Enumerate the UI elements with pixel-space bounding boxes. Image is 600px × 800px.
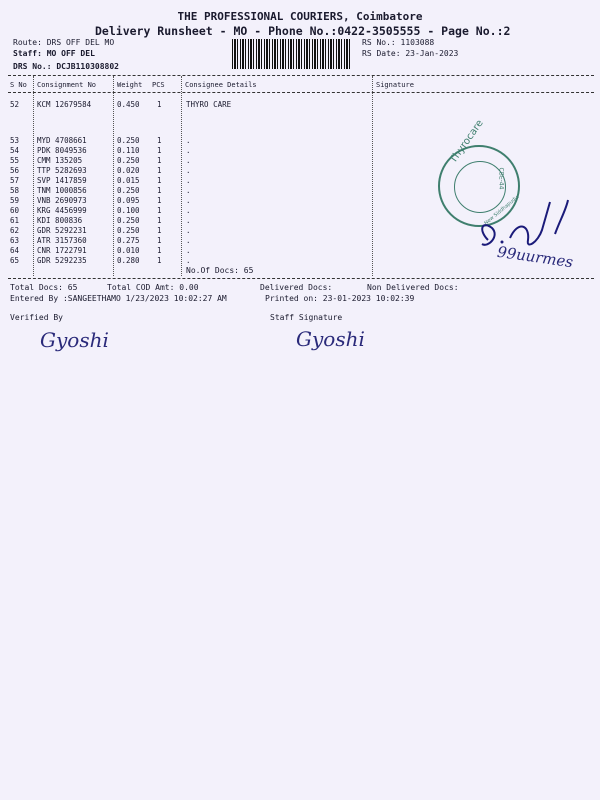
- staff-label: Staff: MO OFF DEL: [13, 49, 95, 58]
- row-consignment: KDI 800836: [37, 216, 83, 225]
- row-consignment: MYD 4708661: [37, 136, 87, 145]
- row-consignee: .: [186, 166, 191, 175]
- row-consignment: PDK 8049536: [37, 146, 87, 155]
- row-consignment: SVP 1417859: [37, 176, 87, 185]
- staff-signature: Gyoshi: [296, 327, 365, 351]
- row-sno: 58: [10, 186, 20, 195]
- row-pcs: 1: [157, 236, 162, 245]
- row-weight: 0.100: [117, 206, 140, 215]
- row-pcs: 1: [157, 136, 162, 145]
- company-title: THE PROFESSIONAL COURIERS, Coimbatore: [177, 10, 423, 23]
- row-pcs: 1: [157, 100, 162, 109]
- row-consignment: GDR 5292235: [37, 256, 87, 265]
- divider-bottom: [8, 278, 594, 279]
- row-consignment: KCM 12679584: [37, 100, 92, 109]
- row-consignee: .: [186, 136, 191, 145]
- col-header-signature: Signature: [376, 81, 414, 89]
- row-consignee: .: [186, 186, 191, 195]
- row-weight: 0.250: [117, 226, 140, 235]
- row-consignment: ATR 3157360: [37, 236, 87, 245]
- col-header-weight: Weight: [117, 81, 143, 89]
- verified-signature: Gyoshi: [40, 328, 109, 352]
- row-consignee: .: [186, 156, 191, 165]
- row-consignment: TTP 5282693: [37, 166, 87, 175]
- row-consignment: CMM 135205: [37, 156, 83, 165]
- barcode: [232, 39, 352, 69]
- row-weight: 0.110: [117, 146, 140, 155]
- row-pcs: 1: [157, 196, 162, 205]
- row-pcs: 1: [157, 216, 162, 225]
- no-of-docs: No.Of Docs: 65: [186, 266, 254, 275]
- row-sno: 61: [10, 216, 20, 225]
- row-consignment: TNM 1000856: [37, 186, 87, 195]
- total-cod-amount: Total COD Amt: 0.00: [107, 283, 199, 292]
- row-sno: 63: [10, 236, 20, 245]
- route-label: Route: DRS OFF DEL MO: [13, 38, 115, 47]
- row-pcs: 1: [157, 186, 162, 195]
- row-pcs: 1: [157, 256, 162, 265]
- row-consignment: KRG 4456999: [37, 206, 87, 215]
- total-docs: Total Docs: 65: [10, 283, 78, 292]
- row-pcs: 1: [157, 146, 162, 155]
- stamp-brand: Thyrocare: [448, 118, 486, 166]
- col-header-pcs: PCS: [152, 81, 165, 89]
- rs-date: RS Date: 23-Jan-2023: [362, 49, 459, 58]
- row-pcs: 1: [157, 156, 162, 165]
- row-weight: 0.250: [117, 156, 140, 165]
- drs-number: DRS No.: DCJB110308802: [13, 62, 119, 71]
- receiver-number: 99uurmes: [496, 242, 575, 272]
- col-separator: [33, 76, 34, 276]
- row-consignment: VNB 2690973: [37, 196, 87, 205]
- row-consignee: .: [186, 196, 191, 205]
- divider-header: [8, 92, 594, 93]
- row-weight: 0.020: [117, 166, 140, 175]
- row-sno: 64: [10, 246, 20, 255]
- row-sno: 65: [10, 256, 20, 265]
- row-sno: 57: [10, 176, 20, 185]
- col-header-sno: S No: [10, 81, 27, 89]
- row-consignee: .: [186, 146, 191, 155]
- row-sno: 62: [10, 226, 20, 235]
- row-weight: 0.095: [117, 196, 140, 205]
- row-sno: 55: [10, 156, 20, 165]
- row-sno: 53: [10, 136, 20, 145]
- row-weight: 0.015: [117, 176, 140, 185]
- row-weight: 0.280: [117, 256, 140, 265]
- delivered-docs: Delivered Docs:: [260, 283, 333, 292]
- row-sno: 60: [10, 206, 20, 215]
- col-separator: [181, 76, 182, 276]
- rs-number: RS No.: 1103088: [362, 38, 435, 47]
- row-sno: 54: [10, 146, 20, 155]
- row-weight: 0.250: [117, 186, 140, 195]
- row-weight: 0.250: [117, 216, 140, 225]
- row-sno: 56: [10, 166, 20, 175]
- stamp-code: CBE-44: [497, 167, 505, 190]
- runsheet-title: Delivery Runsheet - MO - Phone No.:0422-3505555 - Page No.:2: [95, 24, 511, 38]
- row-consignee: .: [186, 206, 191, 215]
- entered-by: Entered By :SANGEETHAMO 1/23/2023 10:02:27 AM: [10, 294, 227, 303]
- row-pcs: 1: [157, 246, 162, 255]
- row-consignee: .: [186, 236, 191, 245]
- col-separator: [372, 76, 373, 276]
- row-weight: 0.010: [117, 246, 140, 255]
- col-header-consignment: Consignment No: [37, 81, 97, 89]
- printed-on: Printed on: 23-01-2023 10:02:39: [265, 294, 415, 303]
- row-pcs: 1: [157, 226, 162, 235]
- non-delivered-docs: Non Delivered Docs:: [367, 283, 459, 292]
- verified-by-label: Verified By: [10, 313, 63, 322]
- divider-top: [8, 75, 594, 76]
- row-consignee: .: [186, 176, 191, 185]
- row-pcs: 1: [157, 176, 162, 185]
- row-consignee: .: [186, 256, 191, 265]
- row-consignee: THYRO CARE: [186, 100, 232, 109]
- row-sno: 52: [10, 100, 20, 109]
- row-consignment: CNR 1722791: [37, 246, 87, 255]
- staff-signature-label: Staff Signature: [270, 313, 343, 322]
- row-pcs: 1: [157, 206, 162, 215]
- col-separator: [113, 76, 114, 276]
- col-header-consignee: Consignee Details: [185, 81, 257, 89]
- row-sno: 59: [10, 196, 20, 205]
- row-consignment: GDR 5292231: [37, 226, 87, 235]
- row-consignee: .: [186, 226, 191, 235]
- row-consignee: .: [186, 216, 191, 225]
- row-weight: 0.450: [117, 100, 140, 109]
- row-consignee: .: [186, 246, 191, 255]
- row-pcs: 1: [157, 166, 162, 175]
- row-weight: 0.250: [117, 136, 140, 145]
- row-weight: 0.275: [117, 236, 140, 245]
- stamp-location: New Siddhapudur: [483, 193, 522, 227]
